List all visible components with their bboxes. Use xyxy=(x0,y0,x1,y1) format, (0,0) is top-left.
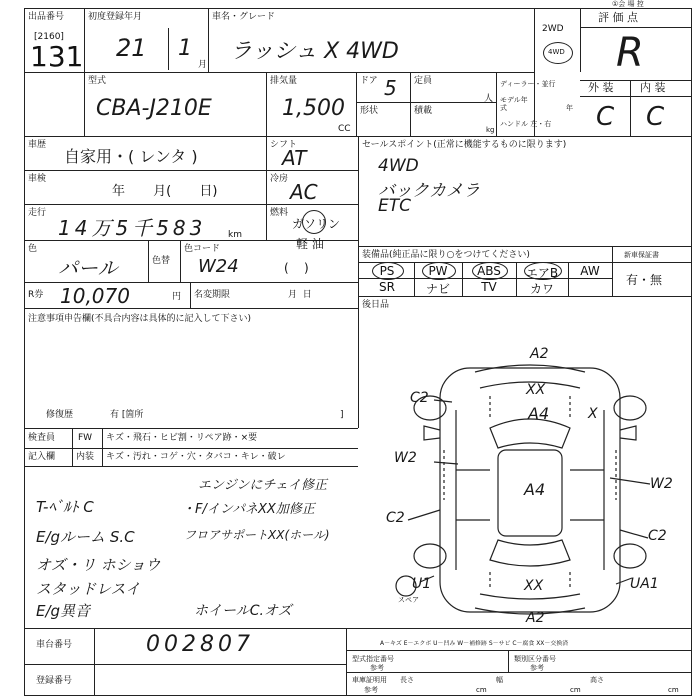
lot-label: 出品番号 xyxy=(28,12,65,22)
color-label: 色 xyxy=(28,244,38,254)
equip-leather: カワ xyxy=(529,282,554,296)
first-reg-year: 21 xyxy=(116,34,147,62)
note-line-5: フロアサポートXX(ホール) xyxy=(184,528,330,542)
grade-value: R xyxy=(616,30,644,76)
aircon-value: AC xyxy=(290,180,318,204)
capacity-label: 定員 xyxy=(414,76,433,86)
mark-right-x: X xyxy=(588,406,598,422)
fw-label: FW xyxy=(78,433,93,443)
model-value: CBA-J210E xyxy=(96,96,212,121)
model-year-label: モデル年式 xyxy=(500,96,528,112)
backseat-label: 後日品 xyxy=(362,300,390,310)
shape-label: 形状 xyxy=(360,106,379,116)
aircon-label: 冷房 xyxy=(270,174,289,184)
warranty-value: 有・無 xyxy=(626,273,663,287)
equip-ps: PS xyxy=(379,264,395,278)
length-label: 長さ xyxy=(400,676,414,684)
repair-value: 有 [箇所 xyxy=(110,410,144,420)
mileage-value: 14万5千583 xyxy=(58,216,207,240)
fuel-diesel: 軽 油 xyxy=(296,237,324,251)
note-line-7: スタッドレスイ xyxy=(36,580,141,598)
repair-close: ] xyxy=(340,410,344,420)
year-unit: 年 xyxy=(566,104,573,112)
lot-number: 131 xyxy=(30,40,84,73)
width-label: 幅 xyxy=(496,676,503,684)
name-change-value: 月 日 xyxy=(288,290,312,300)
history-value: 自家用・( レンタ ) xyxy=(64,147,198,166)
mark-rear-a2: A2 xyxy=(526,610,545,626)
int-label: 内 装 xyxy=(640,81,666,94)
first-reg-label: 初度登録年月 xyxy=(88,12,143,22)
wheel-rear-left xyxy=(414,544,446,568)
color-value: パール xyxy=(58,256,118,280)
sales-line-2: バックカメラ xyxy=(378,181,480,201)
name-change-label: 名変期限 xyxy=(194,290,231,300)
top-right-note: ①会 場 控 xyxy=(612,0,644,8)
km-unit: km xyxy=(228,230,242,240)
note-line-3: ・F/インパネXX加修正 xyxy=(182,502,315,517)
kg-unit: kg xyxy=(486,126,495,134)
equip-sr: SR xyxy=(379,280,395,294)
sales-line-3: ETC xyxy=(378,196,411,216)
sales-line-1: 4WD xyxy=(378,156,419,176)
note-line-6: オズ・リ ホショウ xyxy=(36,556,161,574)
entry-label: 記入欄 xyxy=(28,452,56,462)
car-rear-window xyxy=(490,540,570,566)
note-line-2: T-ﾍﾞﾙﾄ C xyxy=(36,498,94,516)
fw-items: キズ・飛石・ヒビ割・リペア跡・×要 xyxy=(106,433,258,443)
wheel-front-right xyxy=(614,396,646,420)
size-ref: 参考 xyxy=(364,686,378,694)
caution-label: 注意事項申告欄(不具合内容は具体的に記入して下さい) xyxy=(28,314,252,324)
mark-roof-a4: A4 xyxy=(524,480,546,499)
fuel-gas: ガソリン xyxy=(292,217,341,231)
mark-right-w2: W2 xyxy=(650,476,673,492)
recycle-label: R券 xyxy=(28,290,44,300)
note-line-8: E/g異音 xyxy=(36,602,91,620)
equip-airbag: エアB xyxy=(525,266,559,280)
month-unit: 月 xyxy=(198,60,208,70)
mark-hood-xx: XX xyxy=(526,382,546,398)
equipment-label: 装備品(純正品に限り○をつけてください) xyxy=(362,250,530,260)
type-label: 型式指定番号 xyxy=(352,655,394,663)
fuel-label: 燃料 xyxy=(270,208,289,218)
interior-label: 内装 xyxy=(76,452,95,462)
width-cm: cm xyxy=(570,686,581,694)
load-label: 積載 xyxy=(414,106,433,116)
color-code-value: W24 xyxy=(198,256,239,277)
spare-label: スペア xyxy=(398,596,419,604)
inspection-label: 車検 xyxy=(28,174,47,184)
yen-unit: 円 xyxy=(172,292,182,302)
height-cm: cm xyxy=(668,686,679,694)
car-name-value: ラッシュ X 4WD xyxy=(230,39,399,64)
displacement-value: 1,500 xyxy=(282,96,345,121)
reg-label: 登録番号 xyxy=(36,676,73,686)
chassis-value: 002807 xyxy=(146,632,254,657)
interior-items: キズ・汚れ・コゲ・穴・タバコ・キレ・破レ xyxy=(106,452,286,462)
equip-circle-ps xyxy=(372,262,404,280)
displacement-label: 排気量 xyxy=(270,76,298,86)
class-ref: 参考 xyxy=(530,664,544,672)
mileage-label: 走行 xyxy=(28,208,47,218)
inspection-value: 年 月( 日) xyxy=(112,184,218,199)
car-windshield xyxy=(490,419,570,448)
dealer-label: ディーラー・並行 xyxy=(500,80,556,88)
equip-pw: PW xyxy=(428,264,448,278)
handle-label: ハンドル 左・右 xyxy=(500,120,552,128)
history-label: 車歴 xyxy=(28,140,47,150)
size-label: 車庫証明用 xyxy=(352,676,387,684)
warranty-label: 新車保証書 xyxy=(624,251,659,259)
equip-circle-abs xyxy=(472,262,508,280)
car-name-label: 車名・グレード xyxy=(212,12,276,22)
repair-label: 修復歴 xyxy=(46,410,74,420)
equip-circle-pw xyxy=(422,262,456,280)
drive-2wd: 2WD xyxy=(542,24,564,34)
chassis-label: 車台番号 xyxy=(36,640,73,650)
int-value: C xyxy=(646,102,665,132)
type-ref: 参考 xyxy=(370,664,384,672)
length-cm: cm xyxy=(476,686,487,694)
diagram-legend: A－キズ E－エクボ U－凹み W－補修跡 S－サビ C－腐食 XX－交換済 xyxy=(380,640,569,647)
ext-label: 外 装 xyxy=(588,81,614,94)
equip-navi: ナビ xyxy=(425,282,450,296)
wheel-rear-right xyxy=(614,544,646,568)
mark-left-c2-lower: C2 xyxy=(386,510,405,526)
mark-right-c2: C2 xyxy=(648,528,667,544)
drive-4wd: 4WD xyxy=(548,48,565,56)
mark-left-c2: C2 xyxy=(410,390,429,406)
equip-aw: AW xyxy=(580,264,600,278)
grade-label: 評 価 点 xyxy=(598,11,638,24)
mark-left-u1: U1 xyxy=(412,576,432,592)
sales-label: セールスポイント(正常に機能するものに限ります) xyxy=(362,140,567,150)
mark-front-a2: A2 xyxy=(530,346,549,362)
shift-label: シフト xyxy=(270,140,298,150)
mark-rear-xx: XX xyxy=(524,578,544,594)
mark-left-w2: W2 xyxy=(394,450,417,466)
doors-label: ドア xyxy=(360,76,378,86)
mark-hood-a4: A4 xyxy=(528,404,550,423)
first-reg-month: 1 xyxy=(178,36,192,61)
mark-right-ua1: UA1 xyxy=(630,576,659,592)
color-change-label: 色替 xyxy=(152,256,171,266)
inspector-label: 検査員 xyxy=(28,433,56,443)
shift-value: AT xyxy=(282,146,307,170)
cc-unit: CC xyxy=(338,124,351,134)
fuel-paren: ( ) xyxy=(284,261,309,275)
lot-code: [2160] xyxy=(34,32,64,42)
doors-value: 5 xyxy=(384,76,397,100)
note-line-9: ホイールC.オズ xyxy=(194,603,292,619)
equip-circle-airbag xyxy=(524,262,562,280)
color-code-label: 色コード xyxy=(184,244,221,254)
height-label: 高さ xyxy=(590,676,604,684)
model-label: 型式 xyxy=(88,76,107,86)
note-line-4: E/gルーム S.C xyxy=(36,528,135,546)
ext-value: C xyxy=(596,102,615,132)
class-label: 類別区分番号 xyxy=(514,655,556,663)
note-line-1: エンジンにチェイ修正 xyxy=(198,478,327,493)
equip-abs: ABS xyxy=(477,264,501,278)
recycle-value: 10,070 xyxy=(60,284,130,308)
equip-tv: TV xyxy=(481,280,497,294)
capacity-unit: 人 xyxy=(484,94,494,104)
